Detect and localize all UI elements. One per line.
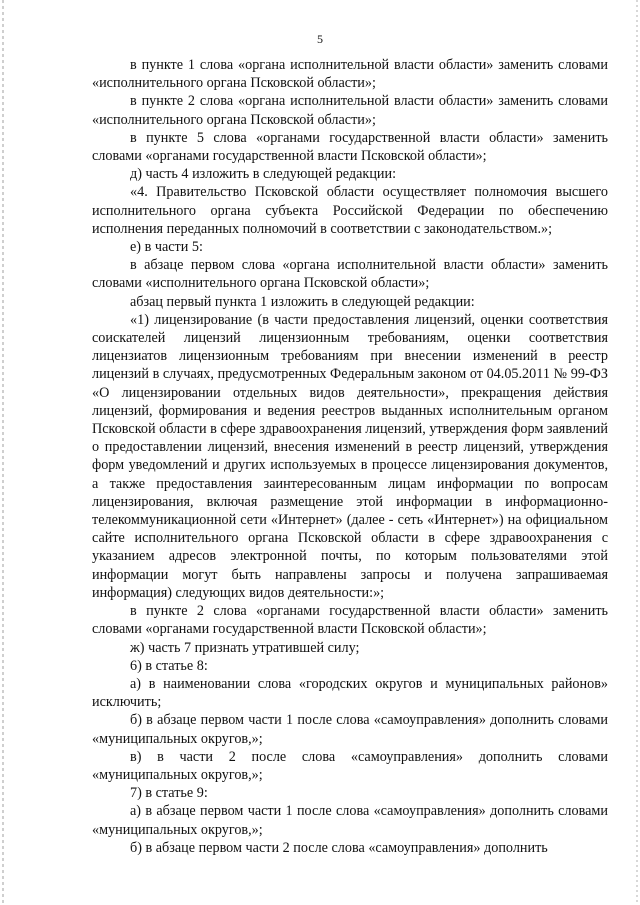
page-number: 5 xyxy=(317,32,323,46)
paragraph: а) в наименовании слова «городских округов и муниципальных районов» исключить; xyxy=(92,675,608,711)
document-body xyxy=(92,56,608,857)
paragraph: б) в абзаце первом части 2 после слова «самоуправления» дополнить xyxy=(130,839,548,856)
paragraph: в пункте 5 слова «органами государственной власти области» заменить словами «органами государственной власти Псковской области»; xyxy=(92,129,608,165)
paragraph: в пункте 2 слова «органами государственной власти области» заменить словами «органами государственной власти Псковской области»; xyxy=(92,603,608,638)
paragraph: в) в части 2 после слова «самоуправления» дополнить словами «муниципальных округов,»; xyxy=(92,748,608,783)
paragraph: в пункте 1 слова «органа исполнительной власти области» заменить словами «исполнительного органа Псковской области»; xyxy=(92,57,608,92)
paragraph: б) в абзаце первом части 1 после слова «самоуправления» дополнить словами «муниципальных округов,»; xyxy=(92,712,608,747)
scan-edge-right xyxy=(636,0,638,905)
paragraph: а) в абзаце первом части 1 после слова «самоуправления» дополнить словами «муниципальных округов,»; xyxy=(92,803,608,838)
paragraph: д) часть 4 изложить в следующей редакции: xyxy=(130,166,397,183)
paragraph: абзац первый пункта 1 изложить в следующей редакции: xyxy=(130,293,475,310)
paragraph: 6) в статье 8: xyxy=(130,657,208,674)
paragraph: в абзаце первом слова «органа исполнительной власти области» заменить словами «исполнительного органа Псковской области»; xyxy=(92,257,608,292)
scan-edge-left xyxy=(2,0,4,905)
paragraph: ж) часть 7 признать утратившей силу; xyxy=(130,639,360,656)
paragraph: в пункте 2 слова «органа исполнительной власти области» заменить словами «исполнительного органа Псковской области»; xyxy=(92,93,608,128)
paragraph: «1) лицензирование (в части предоставления лицензий, оценки соответствия соискателей лицензий лицензионным требованиям, оценки соответствия лицензиатов лицензионным требованиям при внесении изменений в реестр лицензий в случаях, предусмотренных Федеральным законом от 04.05.2011 № 99-ФЗ «О лицензировании отдельных видов деятельности», прекращения действия лицензий, формирования и ведения реестров выданных исполнительным органом Псковской области в сфере здравоохранения лицензий, утверждения форм заявлений о предоставлении лицензий, внесения изменений в реестр лицензий, утверждения форм уведомлений и других используемых в процессе лицензирования документов, а также предоставления заинтересованным лицам информации по вопросам лицензирования, включая размещение этой информации в информационно-телекоммуникационной сети «Интернет» (далее - сеть «Интернет») на официальном сайте исполнительного органа Псковской области в сфере здравоохранения с указанием адресов электронной почты, по которым пользователями этой информации могут быть направлены запросы и получена запрашиваемая информация) следующих видов деятельности:»; xyxy=(92,311,608,601)
paragraph: е) в части 5: xyxy=(130,239,203,256)
paragraph: 7) в статье 9: xyxy=(130,785,208,802)
paragraph: «4. Правительство Псковской области осуществляет полномочия высшего исполнительного органа субъекта Российской Федерации по обеспечению исполнения переданных полномочий в соответствии с законодательством.»; xyxy=(92,184,608,237)
